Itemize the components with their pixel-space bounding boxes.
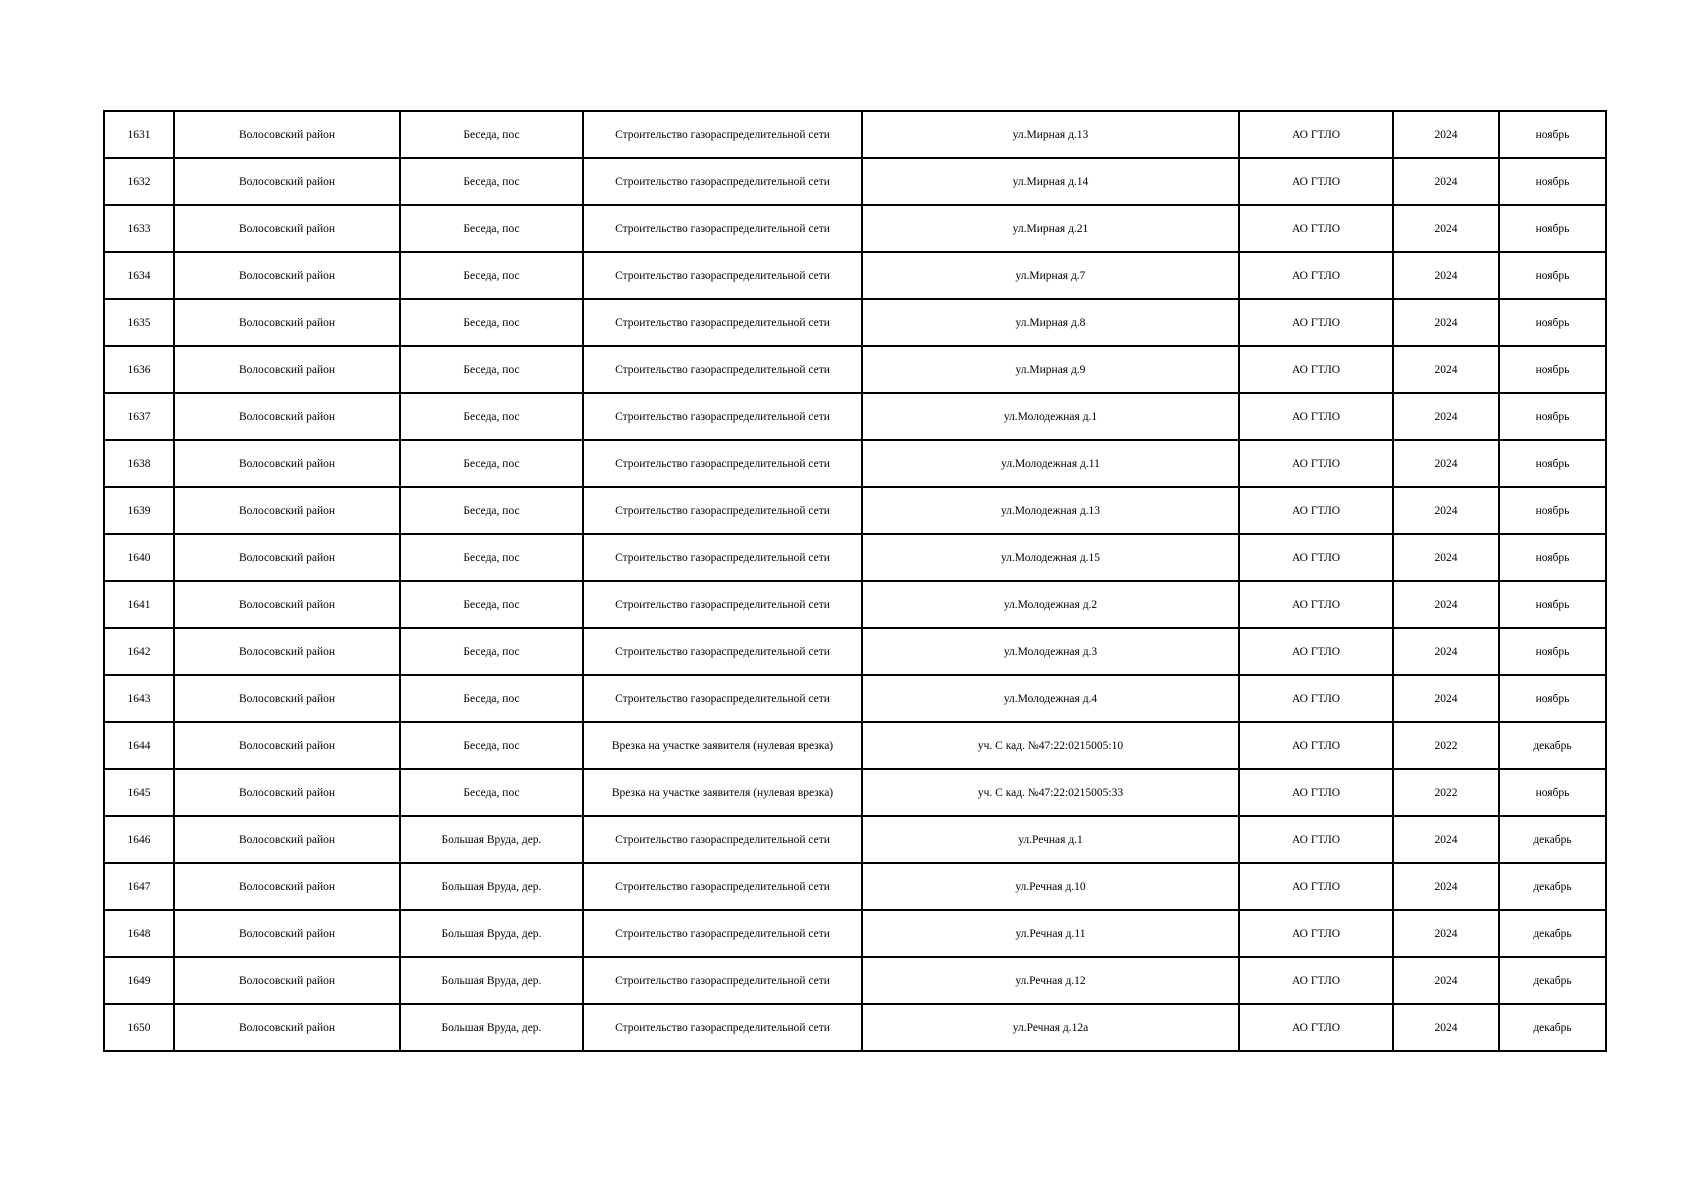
organization-cell: АО ГТЛО xyxy=(1239,816,1393,863)
row-number-cell: 1640 xyxy=(104,534,174,581)
district-cell: Волосовский район xyxy=(174,346,400,393)
address-cell: ул.Молодежная д.3 xyxy=(862,628,1239,675)
year-cell: 2022 xyxy=(1393,722,1499,769)
table-row xyxy=(104,816,1606,863)
district-cell: Волосовский район xyxy=(174,205,400,252)
district-cell: Волосовский район xyxy=(174,957,400,1004)
settlement-cell: Большая Вруда, дер. xyxy=(400,1004,583,1051)
month-cell: декабрь xyxy=(1499,863,1606,910)
table-row xyxy=(104,769,1606,816)
work-type-cell: Врезка на участке заявителя (нулевая врезка) xyxy=(583,722,862,769)
address-cell: ул.Мирная д.21 xyxy=(862,205,1239,252)
work-type-cell: Строительство газораспределительной сети xyxy=(583,863,862,910)
month-cell: декабрь xyxy=(1499,910,1606,957)
table-row xyxy=(104,299,1606,346)
row-number-cell: 1636 xyxy=(104,346,174,393)
organization-cell: АО ГТЛО xyxy=(1239,722,1393,769)
settlement-cell: Беседа, пос xyxy=(400,581,583,628)
row-number-cell: 1641 xyxy=(104,581,174,628)
address-cell: ул.Мирная д.13 xyxy=(862,111,1239,158)
organization-cell: АО ГТЛО xyxy=(1239,487,1393,534)
work-type-cell: Строительство газораспределительной сети xyxy=(583,111,862,158)
settlement-cell: Беседа, пос xyxy=(400,205,583,252)
district-cell: Волосовский район xyxy=(174,910,400,957)
month-cell: декабрь xyxy=(1499,722,1606,769)
month-cell: ноябрь xyxy=(1499,628,1606,675)
row-number-cell: 1632 xyxy=(104,158,174,205)
organization-cell: АО ГТЛО xyxy=(1239,534,1393,581)
table-row xyxy=(104,440,1606,487)
settlement-cell: Беседа, пос xyxy=(400,346,583,393)
table-row xyxy=(104,346,1606,393)
work-type-cell: Строительство газораспределительной сети xyxy=(583,957,862,1004)
year-cell: 2024 xyxy=(1393,910,1499,957)
district-cell: Волосовский район xyxy=(174,158,400,205)
gasification-table xyxy=(103,110,1607,1052)
district-cell: Волосовский район xyxy=(174,487,400,534)
row-number-cell: 1643 xyxy=(104,675,174,722)
row-number-cell: 1650 xyxy=(104,1004,174,1051)
row-number-cell: 1649 xyxy=(104,957,174,1004)
settlement-cell: Беседа, пос xyxy=(400,252,583,299)
address-cell: ул.Мирная д.8 xyxy=(862,299,1239,346)
month-cell: ноябрь xyxy=(1499,205,1606,252)
address-cell: ул.Речная д.11 xyxy=(862,910,1239,957)
address-cell: ул.Мирная д.14 xyxy=(862,158,1239,205)
table-row xyxy=(104,111,1606,158)
organization-cell: АО ГТЛО xyxy=(1239,628,1393,675)
work-type-cell: Строительство газораспределительной сети xyxy=(583,393,862,440)
work-type-cell: Строительство газораспределительной сети xyxy=(583,628,862,675)
settlement-cell: Беседа, пос xyxy=(400,393,583,440)
settlement-cell: Беседа, пос xyxy=(400,111,583,158)
organization-cell: АО ГТЛО xyxy=(1239,252,1393,299)
address-cell: ул.Молодежная д.11 xyxy=(862,440,1239,487)
organization-cell: АО ГТЛО xyxy=(1239,440,1393,487)
district-cell: Волосовский район xyxy=(174,628,400,675)
row-number-cell: 1633 xyxy=(104,205,174,252)
work-type-cell: Строительство газораспределительной сети xyxy=(583,581,862,628)
month-cell: декабрь xyxy=(1499,957,1606,1004)
work-type-cell: Строительство газораспределительной сети xyxy=(583,534,862,581)
settlement-cell: Большая Вруда, дер. xyxy=(400,957,583,1004)
year-cell: 2024 xyxy=(1393,675,1499,722)
row-number-cell: 1638 xyxy=(104,440,174,487)
row-number-cell: 1631 xyxy=(104,111,174,158)
month-cell: ноябрь xyxy=(1499,299,1606,346)
address-cell: ул.Молодежная д.15 xyxy=(862,534,1239,581)
month-cell: ноябрь xyxy=(1499,769,1606,816)
row-number-cell: 1642 xyxy=(104,628,174,675)
settlement-cell: Большая Вруда, дер. xyxy=(400,910,583,957)
district-cell: Волосовский район xyxy=(174,769,400,816)
address-cell: уч. С кад. №47:22:0215005:10 xyxy=(862,722,1239,769)
month-cell: ноябрь xyxy=(1499,346,1606,393)
organization-cell: АО ГТЛО xyxy=(1239,111,1393,158)
address-cell: ул.Молодежная д.1 xyxy=(862,393,1239,440)
organization-cell: АО ГТЛО xyxy=(1239,957,1393,1004)
organization-cell: АО ГТЛО xyxy=(1239,299,1393,346)
table-row xyxy=(104,581,1606,628)
address-cell: ул.Речная д.12а xyxy=(862,1004,1239,1051)
district-cell: Волосовский район xyxy=(174,299,400,346)
year-cell: 2024 xyxy=(1393,487,1499,534)
table-row xyxy=(104,1004,1606,1051)
row-number-cell: 1645 xyxy=(104,769,174,816)
settlement-cell: Беседа, пос xyxy=(400,158,583,205)
year-cell: 2024 xyxy=(1393,816,1499,863)
organization-cell: АО ГТЛО xyxy=(1239,863,1393,910)
settlement-cell: Большая Вруда, дер. xyxy=(400,816,583,863)
table-row xyxy=(104,675,1606,722)
month-cell: ноябрь xyxy=(1499,487,1606,534)
month-cell: декабрь xyxy=(1499,816,1606,863)
settlement-cell: Беседа, пос xyxy=(400,722,583,769)
row-number-cell: 1648 xyxy=(104,910,174,957)
settlement-cell: Беседа, пос xyxy=(400,299,583,346)
row-number-cell: 1634 xyxy=(104,252,174,299)
table-row xyxy=(104,158,1606,205)
address-cell: ул.Мирная д.7 xyxy=(862,252,1239,299)
address-cell: ул.Речная д.10 xyxy=(862,863,1239,910)
work-type-cell: Строительство газораспределительной сети xyxy=(583,816,862,863)
address-cell: ул.Мирная д.9 xyxy=(862,346,1239,393)
table-row xyxy=(104,910,1606,957)
work-type-cell: Строительство газораспределительной сети xyxy=(583,910,862,957)
year-cell: 2024 xyxy=(1393,205,1499,252)
year-cell: 2024 xyxy=(1393,111,1499,158)
settlement-cell: Беседа, пос xyxy=(400,440,583,487)
settlement-cell: Беседа, пос xyxy=(400,769,583,816)
year-cell: 2024 xyxy=(1393,534,1499,581)
table-row xyxy=(104,252,1606,299)
work-type-cell: Врезка на участке заявителя (нулевая врезка) xyxy=(583,769,862,816)
district-cell: Волосовский район xyxy=(174,581,400,628)
table-row xyxy=(104,205,1606,252)
district-cell: Волосовский район xyxy=(174,440,400,487)
month-cell: ноябрь xyxy=(1499,111,1606,158)
settlement-cell: Большая Вруда, дер. xyxy=(400,863,583,910)
organization-cell: АО ГТЛО xyxy=(1239,910,1393,957)
work-type-cell: Строительство газораспределительной сети xyxy=(583,487,862,534)
year-cell: 2024 xyxy=(1393,628,1499,675)
year-cell: 2022 xyxy=(1393,769,1499,816)
work-type-cell: Строительство газораспределительной сети xyxy=(583,675,862,722)
district-cell: Волосовский район xyxy=(174,252,400,299)
month-cell: ноябрь xyxy=(1499,581,1606,628)
row-number-cell: 1646 xyxy=(104,816,174,863)
settlement-cell: Беседа, пос xyxy=(400,487,583,534)
settlement-cell: Беседа, пос xyxy=(400,675,583,722)
organization-cell: АО ГТЛО xyxy=(1239,158,1393,205)
settlement-cell: Беседа, пос xyxy=(400,628,583,675)
row-number-cell: 1639 xyxy=(104,487,174,534)
work-type-cell: Строительство газораспределительной сети xyxy=(583,158,862,205)
month-cell: ноябрь xyxy=(1499,440,1606,487)
year-cell: 2024 xyxy=(1393,158,1499,205)
organization-cell: АО ГТЛО xyxy=(1239,675,1393,722)
month-cell: ноябрь xyxy=(1499,158,1606,205)
year-cell: 2024 xyxy=(1393,957,1499,1004)
month-cell: декабрь xyxy=(1499,1004,1606,1051)
address-cell: ул.Молодежная д.13 xyxy=(862,487,1239,534)
work-type-cell: Строительство газораспределительной сети xyxy=(583,252,862,299)
organization-cell: АО ГТЛО xyxy=(1239,581,1393,628)
address-cell: ул.Молодежная д.2 xyxy=(862,581,1239,628)
district-cell: Волосовский район xyxy=(174,534,400,581)
work-type-cell: Строительство газораспределительной сети xyxy=(583,440,862,487)
year-cell: 2024 xyxy=(1393,346,1499,393)
district-cell: Волосовский район xyxy=(174,393,400,440)
row-number-cell: 1635 xyxy=(104,299,174,346)
year-cell: 2024 xyxy=(1393,252,1499,299)
row-number-cell: 1644 xyxy=(104,722,174,769)
month-cell: ноябрь xyxy=(1499,534,1606,581)
address-cell: ул.Речная д.1 xyxy=(862,816,1239,863)
organization-cell: АО ГТЛО xyxy=(1239,205,1393,252)
district-cell: Волосовский район xyxy=(174,816,400,863)
table-row xyxy=(104,863,1606,910)
work-type-cell: Строительство газораспределительной сети xyxy=(583,299,862,346)
month-cell: ноябрь xyxy=(1499,675,1606,722)
month-cell: ноябрь xyxy=(1499,252,1606,299)
district-cell: Волосовский район xyxy=(174,863,400,910)
organization-cell: АО ГТЛО xyxy=(1239,1004,1393,1051)
district-cell: Волосовский район xyxy=(174,675,400,722)
organization-cell: АО ГТЛО xyxy=(1239,769,1393,816)
year-cell: 2024 xyxy=(1393,299,1499,346)
year-cell: 2024 xyxy=(1393,581,1499,628)
row-number-cell: 1647 xyxy=(104,863,174,910)
address-cell: ул.Молодежная д.4 xyxy=(862,675,1239,722)
district-cell: Волосовский район xyxy=(174,722,400,769)
address-cell: ул.Речная д.12 xyxy=(862,957,1239,1004)
work-type-cell: Строительство газораспределительной сети xyxy=(583,205,862,252)
row-number-cell: 1637 xyxy=(104,393,174,440)
organization-cell: АО ГТЛО xyxy=(1239,346,1393,393)
table-row xyxy=(104,393,1606,440)
district-cell: Волосовский район xyxy=(174,111,400,158)
table-row xyxy=(104,628,1606,675)
year-cell: 2024 xyxy=(1393,863,1499,910)
table-row xyxy=(104,534,1606,581)
year-cell: 2024 xyxy=(1393,393,1499,440)
settlement-cell: Беседа, пос xyxy=(400,534,583,581)
district-cell: Волосовский район xyxy=(174,1004,400,1051)
work-type-cell: Строительство газораспределительной сети xyxy=(583,346,862,393)
organization-cell: АО ГТЛО xyxy=(1239,393,1393,440)
table-row xyxy=(104,487,1606,534)
year-cell: 2024 xyxy=(1393,1004,1499,1051)
month-cell: ноябрь xyxy=(1499,393,1606,440)
year-cell: 2024 xyxy=(1393,440,1499,487)
work-type-cell: Строительство газораспределительной сети xyxy=(583,1004,862,1051)
table-row xyxy=(104,957,1606,1004)
table-row xyxy=(104,722,1606,769)
table-body xyxy=(104,111,1606,1051)
address-cell: уч. С кад. №47:22:0215005:33 xyxy=(862,769,1239,816)
